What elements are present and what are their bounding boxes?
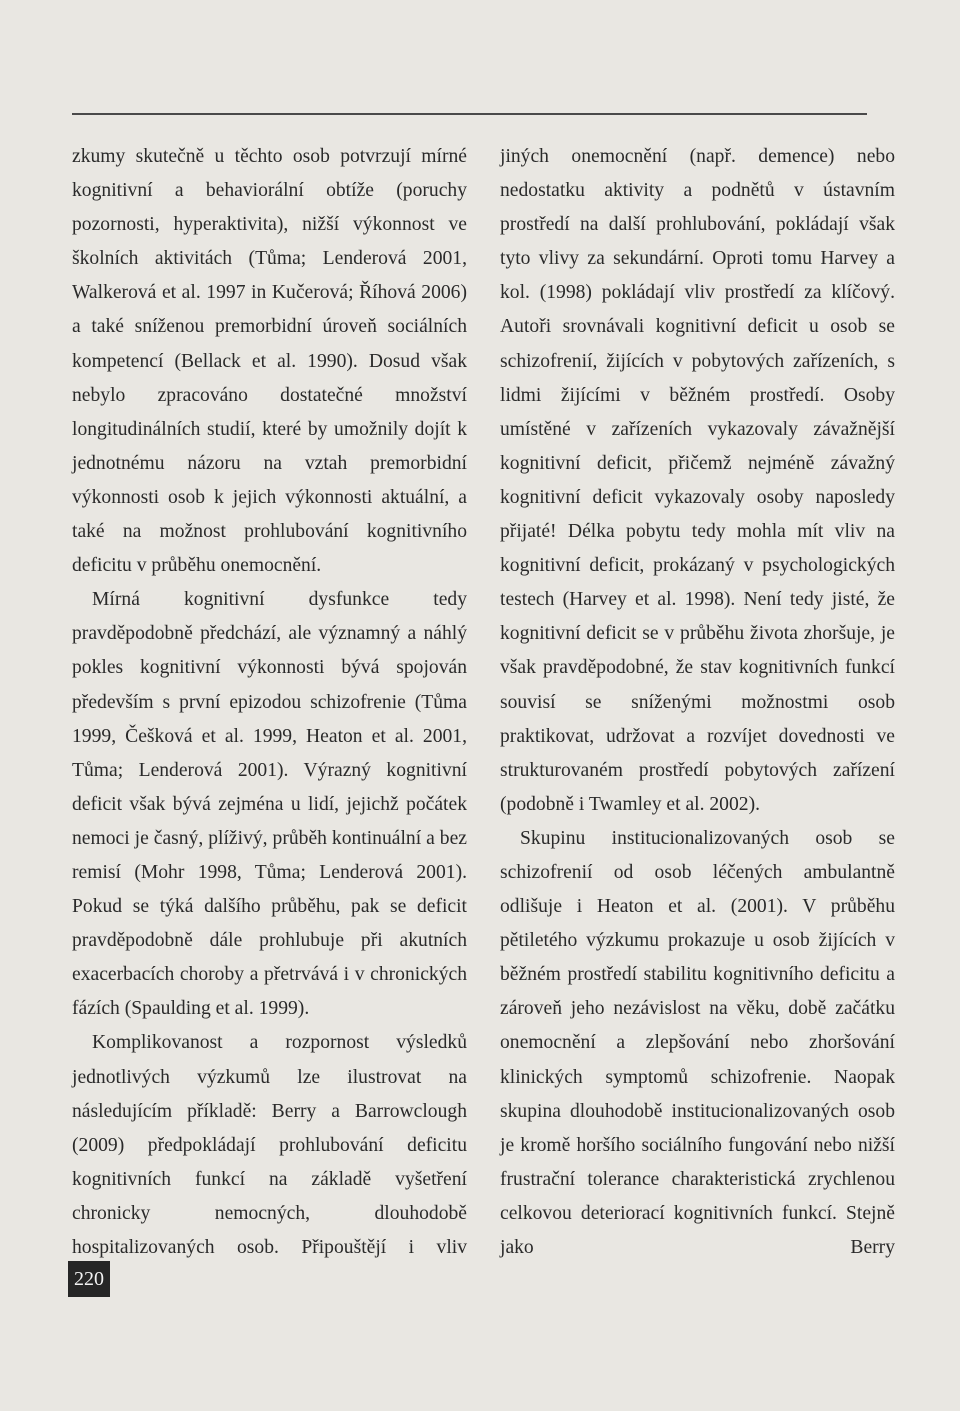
- paragraph: jiných onemocnění (např. demence) nebo nedostatku aktivity a podnětů v ústavním prostředí na další prohlubování, pokládají však tyto vlivy za sekundární. Oproti tomu Harvey a kol. (1998) pokládají vliv prostředí za klíčový. Autoři srovnávali kognitivní deficit u osob se schizofrenií, žijících v pobytových zařízeních, s lidmi žijícími v běžném prostředí. Osoby umístěné v zařízeních vykazovaly závažnější kognitivní deficit, přičemž nejméně závažný kognitivní deficit vykazovaly osoby naposledy přijaté! Délka pobytu tedy mohla mít vliv na kognitivní deficit, prokázaný v psychologických testech (Harvey et al. 1998). Není tedy jisté, že kognitivní deficit se v průběhu života zhoršuje, je však pravděpodobné, že stav kognitivních funkcí souvisí se sníženými možnostmi osob praktikovat, udržovat a rozvíjet dovednosti ve strukturovaném prostředí pobytových zařízení (podobně i Twamley et al. 2002).: [500, 146, 895, 815]
- paragraph: zkumy skutečně u těchto osob potvrzují mírné kognitivní a behaviorální obtíže (poruchy pozornosti, hyperaktivita), nižší výkonnost ve školních aktivitách (Tůma; Lenderová 2001, Walkerová et al. 1997 in Kučerová; Říhová 2006) a také sníženou premorbidní úroveň sociálních kompetencí (Bellack et al. 1990). Dosud však nebylo zpracováno dostatečné množství longitudinálních studií, které by umožnily dojít k jednotnému názoru na vztah premorbidní výkonnosti osob k jejich výkonnosti aktuální, a také na možnost prohlubování kognitivního deficitu v průběhu onemocnění.: [72, 146, 467, 577]
- left-column: [72, 140, 467, 1265]
- paragraph: Skupinu institucionalizovaných osob se schizofrenií od osob léčených ambulantně odlišuje i Heaton et al. (2001). V průběhu pětiletého výzkumu prokazuje u osob žijících v běžném prostředí stabilitu kognitivního deficitu a zároveň jeho nezávislost na věku, době začátku onemocnění a zlepšování nebo zhoršování klinických symptomů schizofrenie. Naopak skupina dlouhodobě institucionalizovaných osob je kromě horšího sociálního fungování nebo nižší frustrační tolerance charakteristická zrychlenou celkovou deteriorací kognitivních funkcí. Stejně jako Berry: [500, 827, 895, 1258]
- header-rule: [72, 113, 867, 115]
- right-column: [500, 140, 895, 1265]
- paragraph: Komplikovanost a rozpornost výsledků jednotlivých výzkumů lze ilustrovat na následujícím příkladě: Berry a Barrowclough (2009) předpokládají prohlubování deficitu kognitivních funkcí na základě vyšetření chronicky nemocných, dlouhodobě hospitalizovaných osob. Připouštějí i vliv: [72, 1032, 467, 1258]
- paragraph: Mírná kognitivní dysfunkce tedy pravděpodobně předchází, ale významný a náhlý pokles kognitivní výkonnosti bývá spojován především s první epizodou schizofrenie (Tůma 1999, Češková et al. 1999, Heaton et al. 2001, Tůma; Lenderová 2001). Výrazný kognitivní deficit však bývá zejména u lidí, jejichž počátek nemoci je časný, plíživý, průběh kontinuální a bez remisí (Mohr 1998, Tůma; Lenderová 2001). Pokud se týká dalšího průběhu, pak se deficit pravděpodobně dále prohlubuje při akutních exacerbacích choroby a přetrvává i v chronických fázích (Spaulding et al. 1999).: [72, 589, 467, 1020]
- page-number: 220: [68, 1261, 110, 1297]
